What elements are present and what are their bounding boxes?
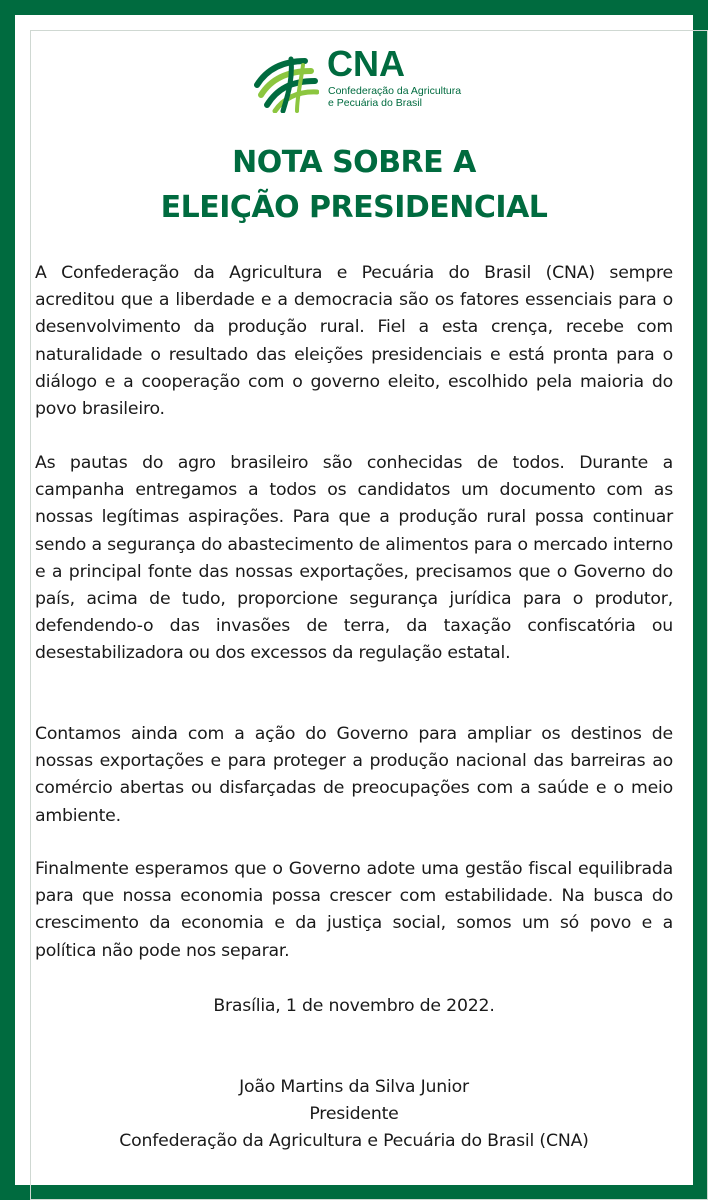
paragraph-4: Finalmente esperamos que o Governo adote uma gestão fiscal equilibrada para que nossa economia possa crescer com estabilidade. Na busca do crescimento da economia e da justiça social, somos um só povo e a política não pode nos separar. xyxy=(35,859,673,961)
paragraph-1: A Confederação da Agricultura e Pecuária do Brasil (CNA) sempre acreditou que a liberdade e a democracia são os fatores essenciais para o desenvolvimento da produção rural. Fiel a esta crença, recebe com naturalidade o resultado das eleições presidenciais e está pronta para o diálogo e a cooperação com o governo eleito, escolhido pela maioria do povo brasileiro. xyxy=(35,263,673,420)
signature-name: João Martins da Silva Junior xyxy=(239,1077,469,1097)
signature-organization: Confederação da Agricultura e Pecuária do Brasil (CNA) xyxy=(119,1131,589,1151)
logo-subtitle xyxy=(328,85,461,109)
signature-role: Presidente xyxy=(309,1104,399,1124)
title-line1: NOTA SOBRE A xyxy=(232,145,476,180)
paragraph-3: Contamos ainda com a ação do Governo para ampliar os destinos de nossas exportações e para proteger a produção nacional das barreiras ao comércio abertas ou disfarçadas de preocupações com a saúde e o meio ambiente. xyxy=(35,724,673,826)
date-line: Brasília, 1 de novembro de 2022. xyxy=(213,996,495,1016)
cna-logo xyxy=(253,43,483,113)
title-line2: ELEIÇÃO PRESIDENCIAL xyxy=(160,190,548,225)
logo-acronym: CNA xyxy=(327,43,405,84)
logo-subtitle-line1: Confederação da Agricultura xyxy=(328,85,462,97)
logo-subtitle-line2: e Pecuária do Brasil xyxy=(328,97,422,109)
paragraph-2: As pautas do agro brasileiro são conhecidas de todos. Durante a campanha entregamos a todos os candidatos um documento com as nossas legítimas aspirações. Para que a produção rural possa continuar sendo a segurança do abastecimento de alimentos para o mercado interno e a principal fonte das nossas exportações, precisamos que o Governo do país, acima de tudo, proporcione segurança jurídica para o produtor, defendendo-o das invasões de terra, da taxação confiscatória ou desestabilizadora ou dos excessos da regulação estatal. xyxy=(35,453,673,664)
cna-leaf-icon xyxy=(253,51,319,113)
